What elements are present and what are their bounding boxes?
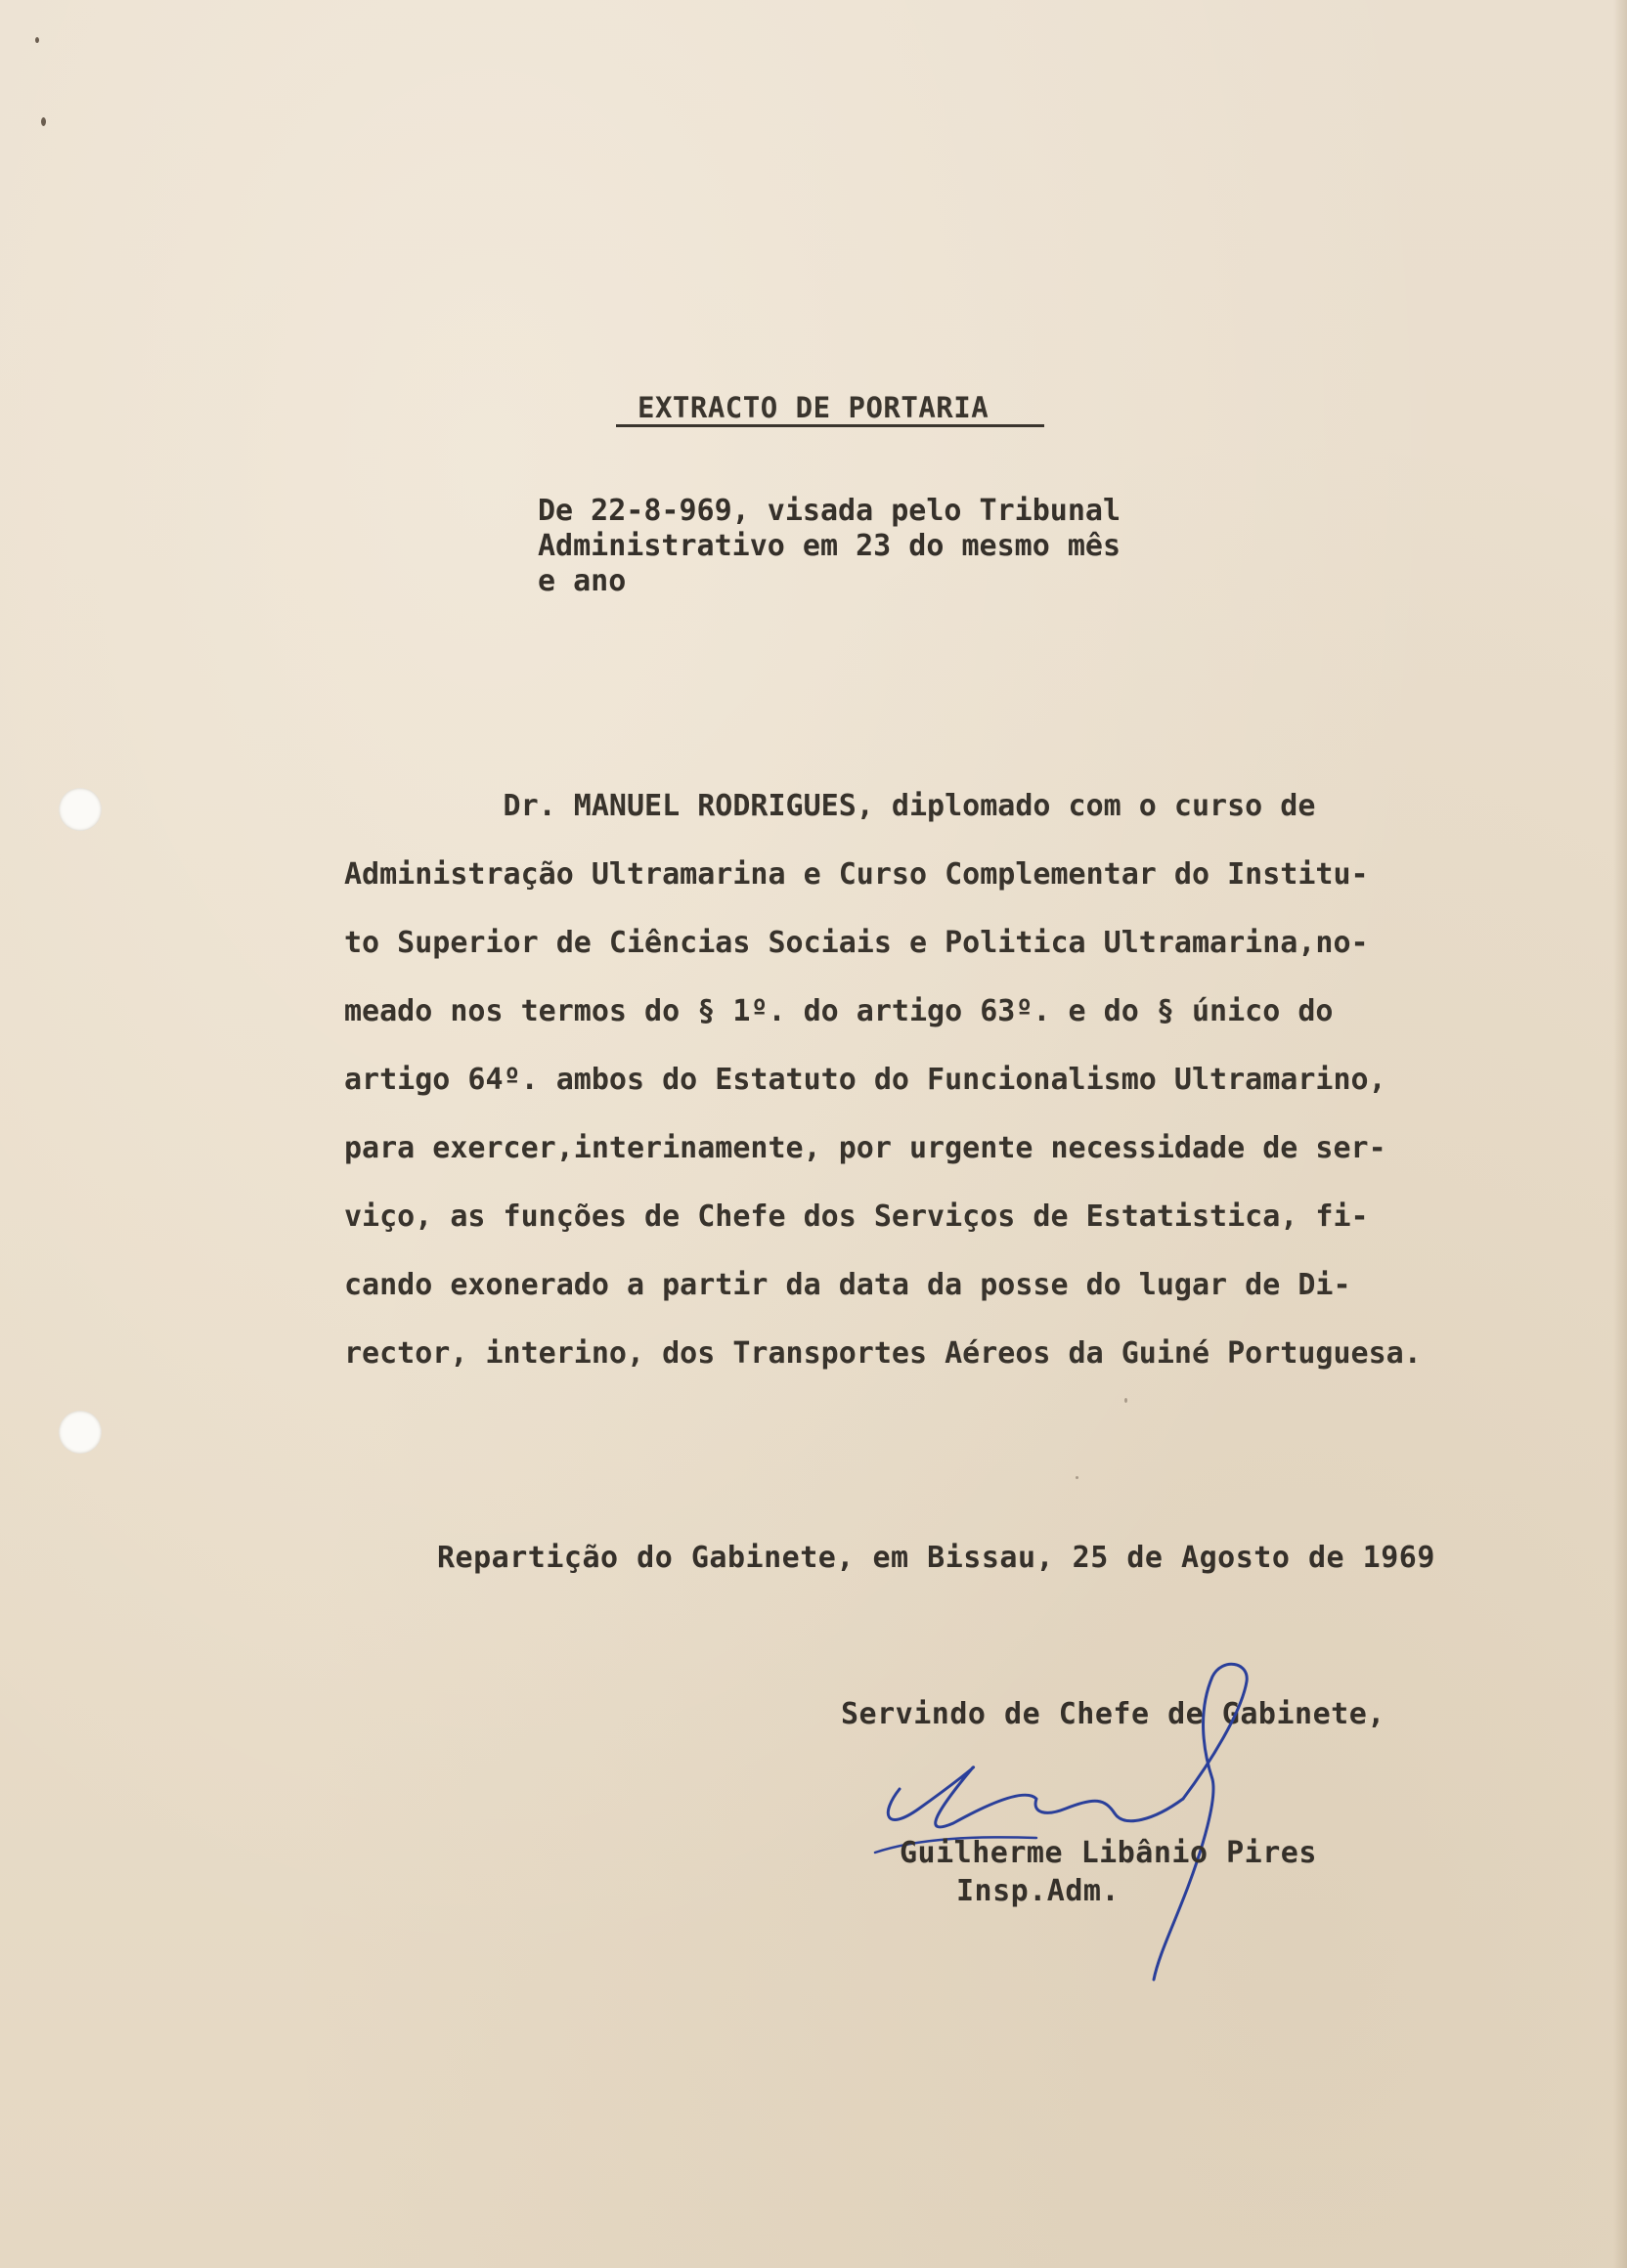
punch-hole-top: [59, 788, 102, 831]
document-title: EXTRACTO DE PORTARIA: [638, 391, 989, 424]
paper-speck: [35, 37, 39, 43]
paper-speck: [41, 117, 46, 126]
signature-stroke: [888, 1767, 1183, 1827]
paper-edge-shadow: [1613, 0, 1627, 2268]
body-paragraph: [344, 772, 1508, 1388]
signer-name: Guilherme Libânio Pires: [900, 1836, 1317, 1870]
closing-line: Servindo de Chefe de Gabinete,: [841, 1697, 1385, 1731]
decree-reference-line: De 22-8-969, visada pelo Tribunal: [538, 494, 1121, 528]
paper-speck: [1076, 1476, 1078, 1479]
decree-reference-line: Administrativo em 23 do mesmo mês: [538, 529, 1121, 563]
body-line: viço, as funções de Chefe dos Serviços de Estatistica, fi-: [344, 1199, 1369, 1234]
decree-reference-line: e ano: [538, 564, 627, 598]
punch-hole-bottom: [59, 1411, 102, 1454]
signer-title: Insp.Adm.: [956, 1874, 1121, 1908]
body-line: Dr. MANUEL RODRIGUES, diplomado com o curso de: [344, 789, 1316, 823]
paper-speck: [1124, 1398, 1127, 1403]
place-and-date: Repartição do Gabinete, em Bissau, 25 de Agosto de 1969: [437, 1541, 1435, 1575]
body-line: to Superior de Ciências Sociais e Politica Ultramarina,no-: [344, 926, 1369, 960]
body-line: rector, interino, dos Transportes Aéreos da Guiné Portuguesa.: [344, 1336, 1422, 1371]
body-line: cando exonerado a partir da data da posse do lugar de Di-: [344, 1268, 1351, 1302]
decree-reference: [538, 494, 1121, 599]
signature-stroke: [1154, 1664, 1247, 1980]
handwritten-signature: [860, 1652, 1408, 1984]
body-line: para exercer,interinamente, por urgente necessidade de ser-: [344, 1131, 1386, 1165]
title-underline: [616, 424, 1044, 427]
body-line: artigo 64º. ambos do Estatuto do Funcionalismo Ultramarino,: [344, 1063, 1386, 1097]
body-line: Administração Ultramarina e Curso Complementar do Institu-: [344, 857, 1369, 892]
body-line: meado nos termos do § 1º. do artigo 63º. e do § único do: [344, 994, 1334, 1028]
